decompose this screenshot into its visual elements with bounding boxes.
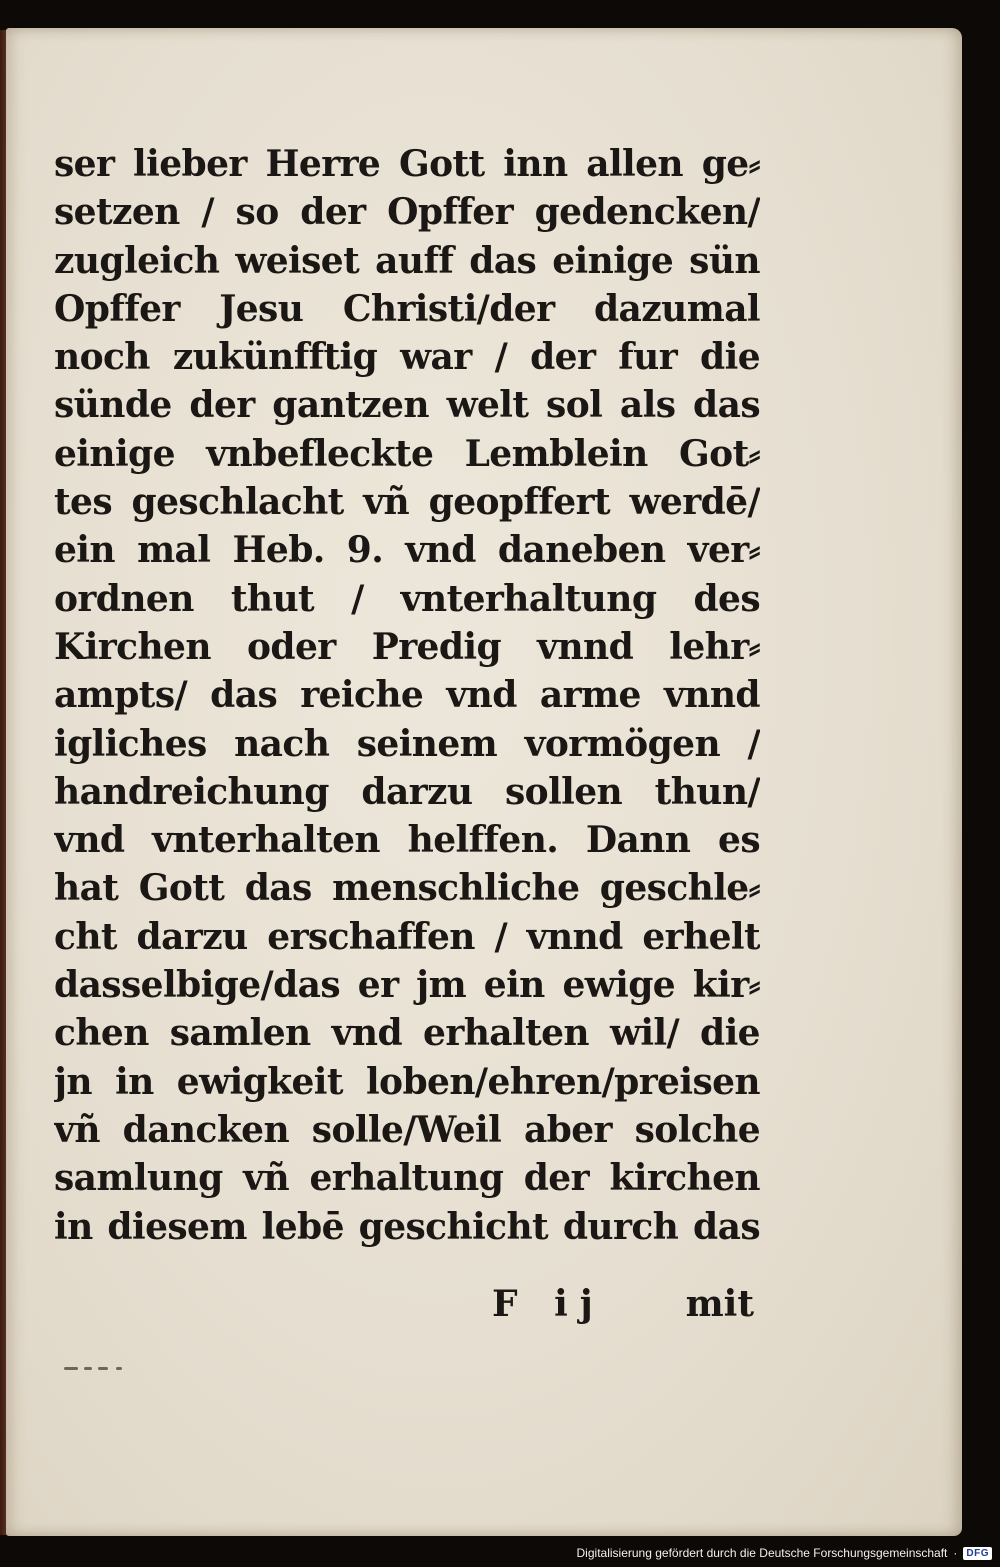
credit-text: Digitalisierung gefördert durch die Deutsche Forschungsgemeinschaft [576,1546,948,1560]
text-line: in diesem lebē geschicht durch das [54,1205,760,1248]
text-line: dasselbige/das er jm ein ewige kir⸗ [54,964,760,1007]
text-line: zugleich weiset auff das einige sün [54,239,760,282]
text-line: sünde der gantzen welt sol als das [54,384,760,427]
text-line: vnd vnterhalten helffen. Dann es [54,819,760,862]
book-page [6,28,962,1536]
text-line: hat Gott das menschliche geschle⸗ [54,867,760,910]
text-line: Opffer Jesu Christi/der dazumal [54,287,760,330]
digitization-credit [577,1544,992,1562]
text-line: tes geschlacht vñ geopffert werdē/ [54,481,760,524]
text-line: handreichung darzu sollen thun/ [54,770,760,813]
text-line: ampts/ das reiche vnd arme vnnd [54,674,760,717]
signature-mark: F ij [492,1283,605,1325]
text-line: vñ dancken solle/Weil aber solche [54,1108,760,1151]
text-line: ser lieber Herre Gott inn allen ge⸗ [54,143,760,185]
catchword: mit [685,1283,754,1325]
text-line: samlung vñ erhaltung der kirchen [54,1157,760,1200]
credit-separator: · [953,1546,958,1560]
text-line: einige vnbefleckte Lemblein Got⸗ [54,432,760,475]
ink-mark [64,1364,134,1372]
page-footer-line [54,1280,760,1328]
text-line: ordnen thut / vnterhaltung des [54,577,760,620]
dfg-logo: DFG [963,1547,992,1560]
text-line: Kirchen oder Predig vnnd lehr⸗ [54,625,760,668]
text-line: cht darzu erschaffen / vnnd erhelt [54,915,760,958]
text-block [54,140,760,1251]
text-line: chen samlen vnd erhalten wil/ die [54,1012,760,1055]
text-line: setzen / so der Opffer gedencken/ [54,191,760,234]
text-line: noch zukünfftig war / der fur die [54,336,760,379]
text-line: jn in ewigkeit loben/ehren/preisen [54,1060,760,1103]
text-line: igliches nach seinem vormögen / [54,722,760,765]
text-line: ein mal Heb. 9. vnd daneben ver⸗ [54,529,760,572]
